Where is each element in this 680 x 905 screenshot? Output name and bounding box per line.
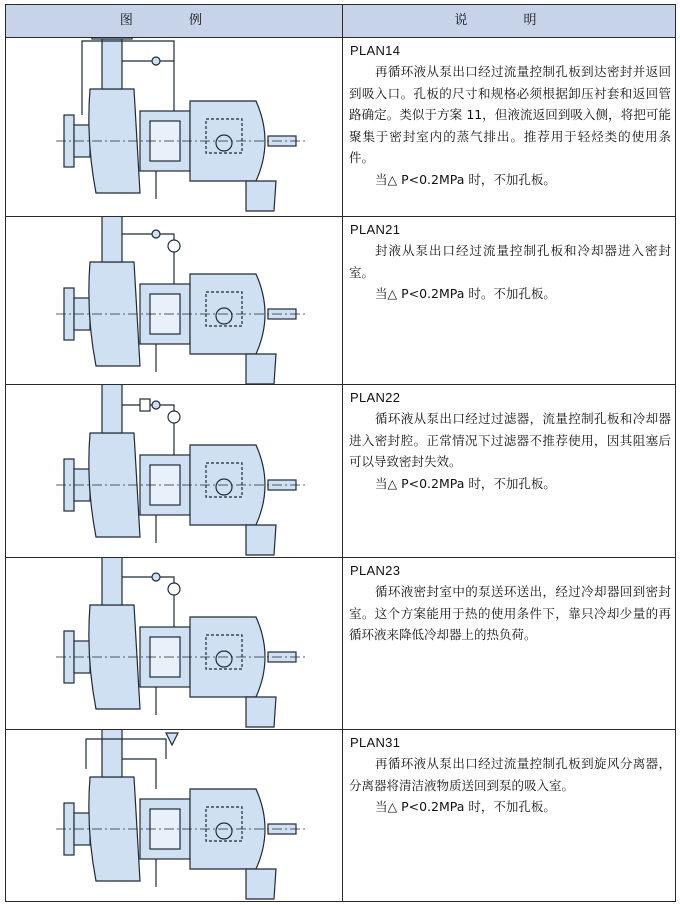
plan-row-22 [6,385,675,558]
plan-description [349,730,671,818]
support-foot [246,869,276,899]
pump-diagram-plan31 [6,730,342,901]
plan-description [349,217,671,305]
table-header [6,5,675,38]
support-foot [246,697,276,727]
support-foot [246,181,276,211]
plan-code: PLAN14 [350,43,401,58]
plan-row-21 [6,217,675,385]
plan-description [349,38,671,190]
header-description-label: 说 明 [454,13,563,28]
plan-text: 循环液从泵出口经过过滤器，流量控制孔板和冷却器进入密封腔。正常情况下过滤器不推荐使用，因其阻塞后可以导致密封失效。 [349,411,671,469]
return-pipe [86,739,166,769]
plan-description [349,385,671,494]
pump-diagram-plan23 [6,558,342,729]
filter-icon [140,399,150,411]
support-foot [246,525,276,555]
plan-note: 当△ P<0.2MPa 时。不加孔板。 [375,286,556,301]
plan-code: PLAN31 [350,735,401,750]
plan-row-31 [6,730,675,901]
discharge-nozzle [102,730,122,777]
discharge-nozzle [102,558,122,605]
plan-code: PLAN21 [350,222,401,237]
cooler-icon [168,240,180,252]
pump-diagram-plan22 [6,385,342,557]
plan-text: 再循环液从泵出口经过流量控制孔板到达密封并返回到吸入口。孔板的尺寸和规格必须根据卸压衬套和返回管路确定。类似于方案 11，但液流返回到吸入侧，将把可能聚集于密封室内的蒸气排出。推荐用于轻烃类的使用条件。 [349,64,671,165]
pump-assembly [56,730,306,899]
plan-text: 再循环液从泵出口经过流量控制孔板到旋风分离器，分离器将清洁液物质送回到泵的吸入室。 [349,756,671,793]
plan-row-23 [6,558,675,730]
discharge-nozzle [102,385,122,433]
orifice-icon [152,57,160,65]
column-divider [342,5,343,901]
pump-assembly [56,558,306,727]
orifice-icon [152,230,160,238]
pump-diagram-plan14 [6,38,342,216]
plan-text: 封液从泵出口经过流量控制孔板和冷却器进入密封室。 [349,243,671,280]
pump-assembly [56,217,306,384]
pump-diagram-plan21 [6,217,342,384]
cooler-icon [168,583,180,595]
plan-code: PLAN23 [350,563,401,578]
pump-assembly [56,38,306,211]
plan-note: 当△ P<0.2MPa 时，不加孔板。 [375,799,556,814]
plan-note: 当△ P<0.2MPa 时，不加孔板。 [375,171,556,187]
plan-table [5,4,676,902]
orifice-icon [152,573,160,581]
plan-note: 当△ P<0.2MPa 时，不加孔板。 [375,475,556,491]
support-foot [246,354,276,384]
discharge-flange [92,38,132,39]
plan-code: PLAN22 [350,390,401,405]
discharge-nozzle [102,217,122,262]
cyclone-separator-icon [166,733,178,745]
discharge-nozzle [102,39,122,89]
plan-text: 循环液密封室中的泵送环送出，经过冷却器回到密封室。这个方案能用于热的使用条件下，靠只冷却少量的再循环液来降低冷却器上的热负荷。 [349,584,671,642]
pump-assembly [56,385,306,555]
plan-description [349,558,671,646]
header-figure-label: 图 例 [119,13,229,28]
cooler-icon [168,411,180,423]
plan-row-14 [6,38,675,217]
orifice-icon [152,401,160,409]
